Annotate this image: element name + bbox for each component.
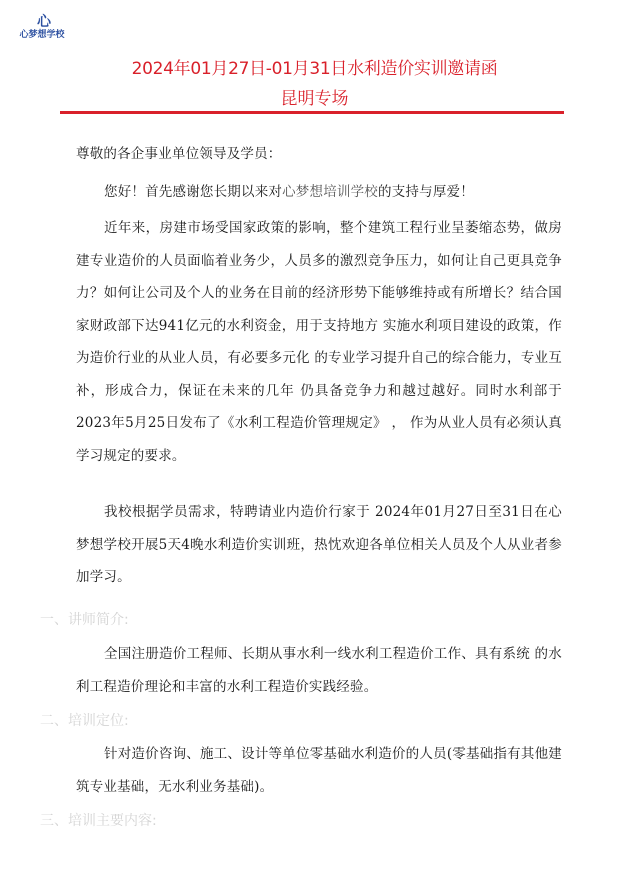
section-body-positioning: 针对造价咨询、施工、设计等单位零基础水利造价的人员(零基础指有其他建筑专业基础，无水利业务基础)。	[76, 746, 562, 795]
logo-name: 心梦想学校	[19, 30, 65, 40]
intro-paragraph: 近年来，房建市场受国家政策的影响，整个建筑工程行业呈萎缩态势，做房建专业造价的人员面临着业务少，人员多的激烈竞争压力，如何让自己更具竞争力？如何让公司及个人的业务在目前的经济形势下能够维持或有所增长？结合国家财政部下达941亿元的水利资金，用于支持地方 实施水利项目建设的政策，作为造价行业的从业人员，有必要多元化 的专业学习提升自己的综合能力，专业互补，形成合力，保证在未来的几年 仍具备竞争力和越过越好。同时水利部于2023年5月25日发布了《水利工程造价管理规定》 ， 作为从业人员有必须认真学习规定的要求。	[76, 220, 562, 464]
invitation-paragraph: 我校根据学员需求，特聘请业内造价行家于 2024年01月27日至31日在心梦想学校开展5天4晚水利造价实训班，热忱欢迎各单位相关人员及个人从业者参加学习。	[76, 504, 562, 585]
salutation: 尊敬的各企事业单位领导及学员：	[76, 146, 282, 162]
greeting-after: 的支持与厚爱！	[378, 184, 474, 200]
section-body-instructor: 全国注册造价工程师、长期从事水利一线水利工程造价工作、具有系统 的水利工程造价理论和丰富的水利工程造价实践经验。	[76, 646, 562, 695]
school-logo	[16, 14, 72, 41]
section-heading-content: 三、培训主要内容:	[40, 813, 157, 829]
page-subtitle: 昆明专场	[280, 89, 349, 109]
title-divider	[60, 111, 564, 114]
school-name: 心梦想培训学校	[282, 184, 379, 200]
greeting-before: 您好！首先感谢您长期以来对	[104, 184, 283, 200]
logo-mark-icon: 心	[37, 14, 51, 30]
section-heading-instructor: 一、讲师简介:	[40, 612, 129, 628]
greeting	[76, 176, 562, 209]
page-title: 2024年01月27日-01月31日水利造价实训邀请函	[131, 59, 498, 79]
section-heading-positioning: 二、培训定位:	[40, 713, 129, 729]
